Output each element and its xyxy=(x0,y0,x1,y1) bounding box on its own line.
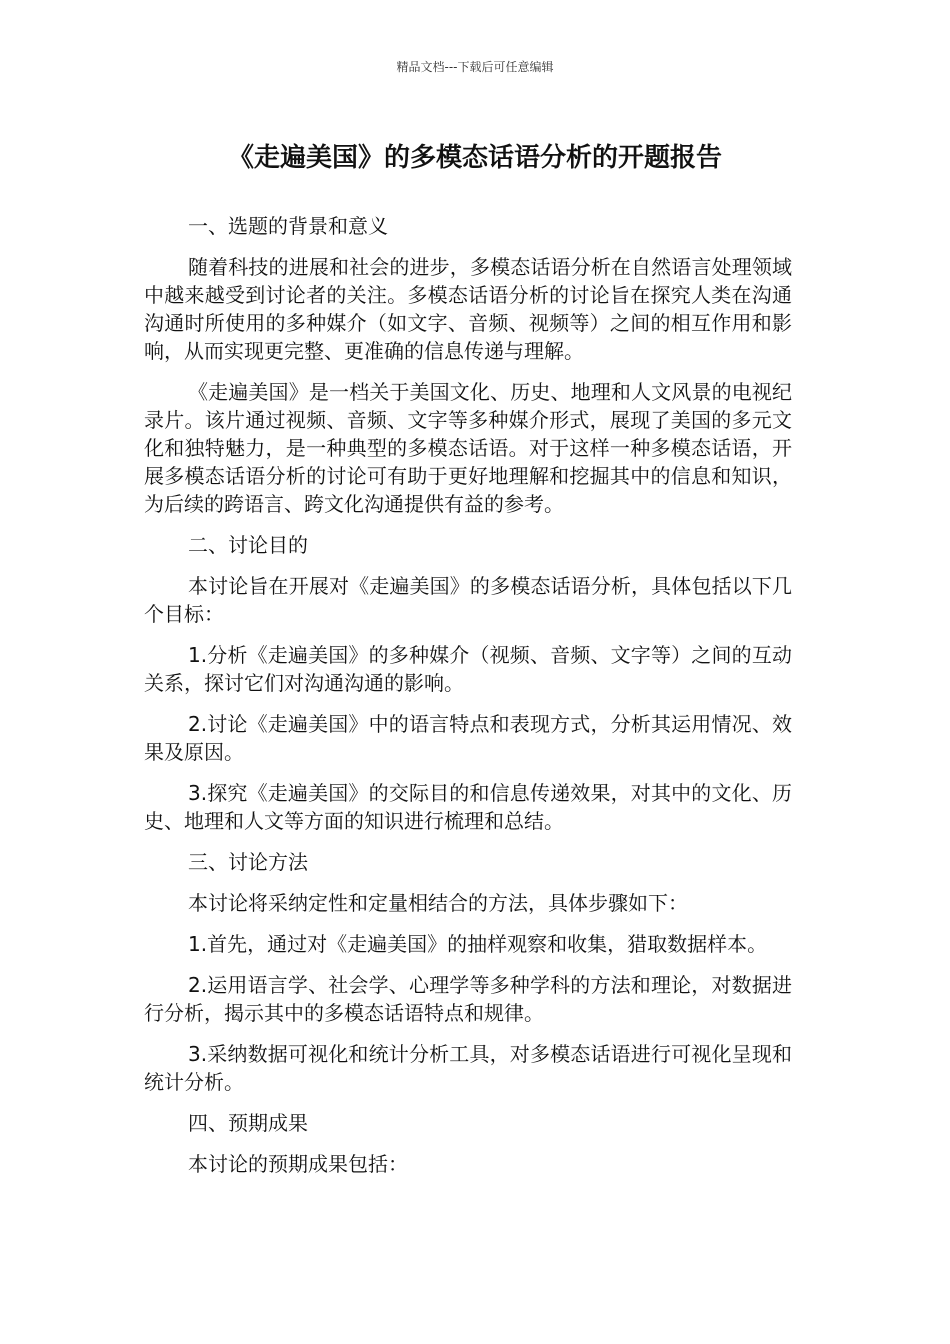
list-item: 1.分析《走遍美国》的多种媒介（视频、音频、文字等）之间的互动关系，探讨它们对沟通沟通的影响。 xyxy=(144,643,792,695)
paragraph: 随着科技的进展和社会的进步，多模态话语分析在自然语言处理领域中越来越受到讨论者的关注。多模态话语分析的讨论旨在探究人类在沟通沟通时所使用的多种媒介（如文字、音频、视频等）之间的相互作用和影响，从而实现更完整、更准确的信息传递与理解。 xyxy=(144,255,792,363)
section-heading-expected-results: 四、预期成果 xyxy=(188,1111,308,1135)
list-item: 2.运用语言学、社会学、心理学等多种学科的方法和理论，对数据进行分析，揭示其中的多模态话语特点和规律。 xyxy=(144,973,792,1025)
section-heading-objectives: 二、讨论目的 xyxy=(188,533,308,557)
section-heading-background: 一、选题的背景和意义 xyxy=(188,214,388,238)
page-header-note: 精品文档---下载后可任意编辑 xyxy=(396,60,554,74)
document-body xyxy=(144,212,792,1191)
paragraph: 本讨论将采纳定性和定量相结合的方法，具体步骤如下： xyxy=(188,891,688,915)
document-title: 《走遍美国》的多模态话语分析的开题报告 xyxy=(227,143,722,173)
paragraph: 《走遍美国》是一档关于美国文化、历史、地理和人文风景的电视纪录片。该片通过视频、音频、文字等多种媒介形式，展现了美国的多元文化和独特魅力，是一种典型的多模态话语。对于这样一种多模态话语，开展多模态话语分析的讨论可有助于更好地理解和挖掘其中的信息和知识，为后续的跨语言、跨文化沟通提供有益的参考。 xyxy=(144,380,792,516)
section-heading-methods: 三、讨论方法 xyxy=(188,850,308,874)
paragraph: 本讨论旨在开展对《走遍美国》的多模态话语分析，具体包括以下几个目标： xyxy=(144,574,792,626)
paragraph: 本讨论的预期成果包括： xyxy=(188,1152,408,1176)
list-item: 2.讨论《走遍美国》中的语言特点和表现方式，分析其运用情况、效果及原因。 xyxy=(144,712,792,764)
list-item: 1.首先，通过对《走遍美国》的抽样观察和收集，猎取数据样本。 xyxy=(188,932,768,956)
list-item: 3.采纳数据可视化和统计分析工具，对多模态话语进行可视化呈现和统计分析。 xyxy=(144,1042,792,1094)
list-item: 3.探究《走遍美国》的交际目的和信息传递效果，对其中的文化、历史、地理和人文等方面的知识进行梳理和总结。 xyxy=(144,781,792,833)
